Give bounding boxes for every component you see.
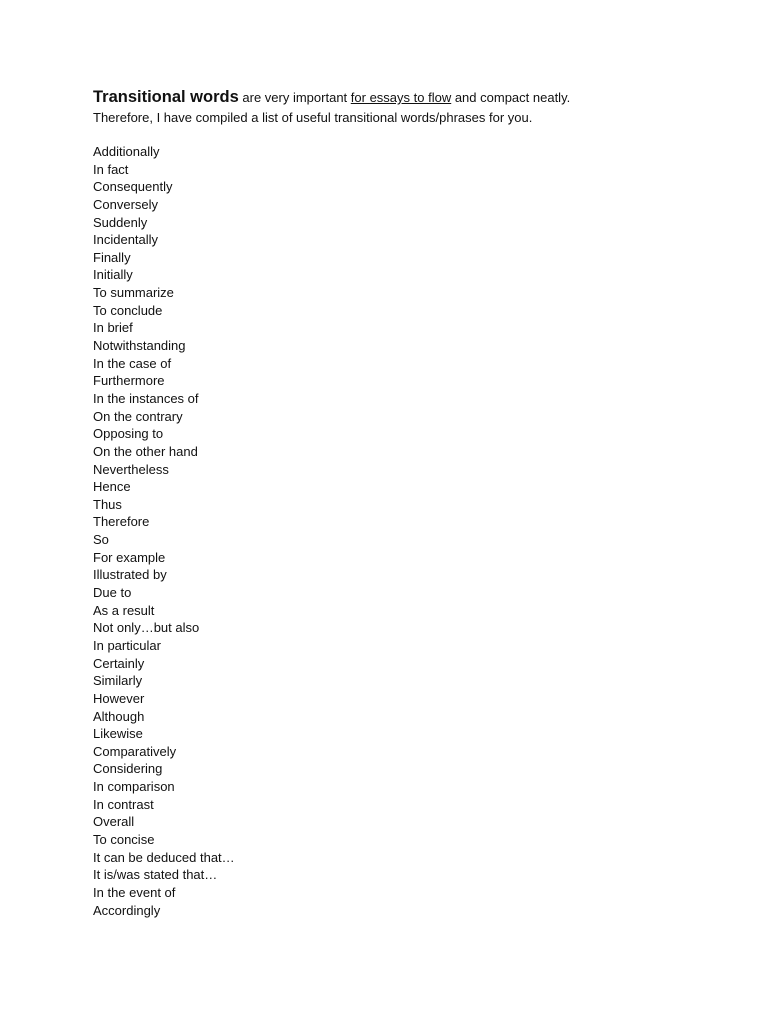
list-item: In particular — [93, 637, 161, 653]
list-item: Overall — [93, 814, 135, 830]
list-item: Although — [93, 708, 145, 724]
list-item: In the instances of — [93, 390, 199, 406]
list-item: Therefore — [93, 514, 150, 530]
intro-text-part-2: and compact neatly. — [451, 90, 571, 105]
list-item: Comparatively — [93, 743, 177, 759]
list-item: It can be deduced that… — [93, 849, 235, 865]
title-heading: Transitional words — [93, 88, 239, 106]
list-item: As a result — [93, 602, 155, 618]
list-item: Additionally — [93, 144, 160, 159]
list-item: To concise — [93, 831, 155, 847]
list-item: On the other hand — [93, 443, 198, 459]
list-item: Due to — [93, 585, 132, 601]
list-item: Accordingly — [93, 902, 161, 918]
list-item: Illustrated by — [93, 567, 167, 583]
list-item: Considering — [93, 761, 163, 777]
list-item: In brief — [93, 320, 133, 336]
document-content — [93, 86, 733, 919]
list-item: However — [93, 690, 145, 706]
list-item: Opposing to — [93, 426, 164, 442]
intro-paragraph-line-2: Therefore, I have compiled a list of useful transitional words/phrases for you. — [93, 110, 533, 125]
list-item: On the contrary — [93, 408, 183, 424]
list-item: Initially — [93, 267, 133, 283]
underlined-phrase: for essays to flow — [350, 90, 452, 105]
list-item: To conclude — [93, 302, 163, 318]
list-item: Nevertheless — [93, 461, 169, 477]
list-item: Conversely — [93, 196, 159, 212]
list-item: Not only…but also — [93, 620, 200, 636]
list-item: In comparison — [93, 779, 175, 795]
list-item: Notwithstanding — [93, 338, 186, 354]
list-item: In contrast — [93, 796, 154, 812]
list-item: Likewise — [93, 726, 143, 742]
list-item: It is/was stated that… — [93, 867, 218, 883]
transitional-words-list — [93, 143, 733, 919]
list-item: Thus — [93, 496, 122, 512]
list-item: To summarize — [93, 285, 174, 301]
list-item: For example — [93, 549, 166, 565]
list-item: Incidentally — [93, 232, 159, 248]
list-item: Finally — [93, 249, 131, 265]
list-item: Furthermore — [93, 373, 165, 389]
intro-text-part-1: are very important — [238, 90, 351, 105]
list-item: Similarly — [93, 673, 143, 689]
list-item: In the case of — [93, 355, 172, 371]
list-item: In the event of — [93, 884, 176, 900]
list-item: Suddenly — [93, 214, 148, 230]
list-item: Consequently — [93, 179, 173, 195]
list-item: Certainly — [93, 655, 145, 671]
list-item: In fact — [93, 161, 129, 177]
intro-paragraph-line-1 — [93, 86, 733, 109]
list-item: So — [93, 532, 109, 548]
list-item: Hence — [93, 479, 131, 495]
